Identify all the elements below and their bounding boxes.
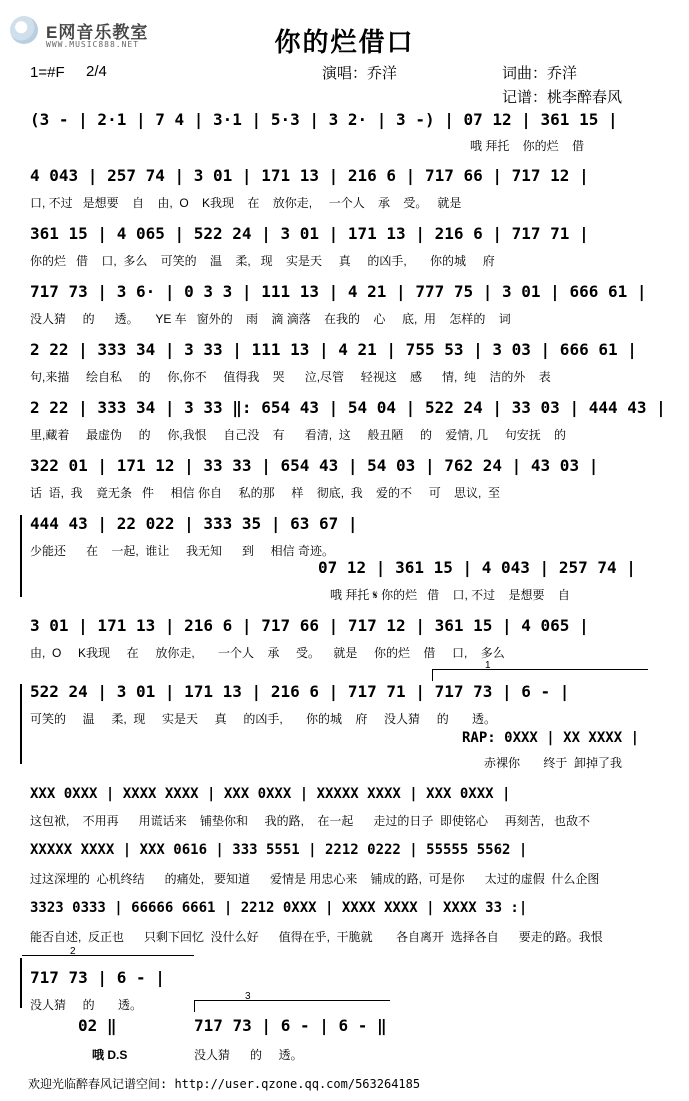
- song-title: 你的烂借口: [274, 27, 415, 57]
- notation-row: 02 ‖: [78, 1016, 117, 1035]
- volta-label: 2: [70, 946, 76, 957]
- lyric-row: 少能还 在 一起, 谁让 我无知 到 相信 奇迹。: [30, 544, 335, 558]
- notation-row: XXXXX XXXX | XXX 0616 | 333 5551 | 2212 0222 | 55555 5562 |: [30, 842, 528, 858]
- notation-row: 3323 0333 | 66666 6661 | 2212 0XXX | XXXX XXXX | XXXX 33 :|: [30, 900, 528, 916]
- composer-credit: 词曲：乔洋: [502, 65, 578, 82]
- logo-name: E网音乐教室: [46, 23, 149, 42]
- notation-row: 444 43 | 22 022 | 333 35 | 63 67 |: [30, 514, 358, 533]
- lyric-row: 哦 D.S: [92, 1048, 128, 1062]
- key-signature: 1=#F: [30, 64, 65, 81]
- notation-row: 4 043 | 257 74 | 3 01 | 171 13 | 216 6 | 717 66 | 717 12 |: [30, 166, 589, 185]
- notation-row: RAP: 0XXX | XX XXXX |: [462, 730, 640, 746]
- transcriber-credit: 记谱：桃李醉春风: [502, 89, 623, 106]
- lyric-row: 这包袱, 不用再 用谎话来 铺垫你和 我的路, 在一起 走过的日子 即使铭心 再刻苦, 也敌不: [30, 814, 591, 828]
- barline-bracket: [20, 958, 22, 1008]
- volta-label: 3: [245, 991, 251, 1002]
- volta-bracket: [432, 669, 648, 670]
- lyric-row: 过这深埋的 心机终结 的痛处, 要知道 爱情是 用忠心来 铺成的路, 可是你 太过的虚假 什么企图: [30, 872, 600, 886]
- lyric-row: 话 语, 我 竟无条 件 相信 你自 私的那 样 彻底, 我 爱的不 可 思议, 至: [30, 486, 501, 500]
- notation-row: (3 - | 2·1 | 7 4 | 3·1 | 5·3 | 3 2· | 3 -) | 07 12 | 361 15 |: [30, 110, 618, 129]
- lyric-row: 口, 不过 是想要 自 由, O K我现 在 放你走, 一个人 承 受。 就是: [30, 196, 462, 210]
- notation-row: 07 12 | 361 15 | 4 043 | 257 74 |: [318, 558, 636, 577]
- lyric-row: 哦 拜托 𝄋 你的烂 借 口, 不过 是想要 自: [330, 588, 570, 602]
- lyric-row: 能否自述, 反正也 只剩下回忆 没什么好 值得在乎, 干脆就 各自离开 选择各自 要走的路。我恨: [30, 930, 603, 944]
- lyric-row: 可笑的 温 柔, 现 实是天 真 的凶手, 你的城 府 没人猜 的 透。: [30, 712, 497, 726]
- volta-bracket: [22, 955, 194, 956]
- lyric-row: 没人猜 的 透。: [194, 1048, 303, 1062]
- singer-credit: 演唱：乔洋: [322, 65, 398, 82]
- notation-row: 361 15 | 4 065 | 522 24 | 3 01 | 171 13 | 216 6 | 717 71 |: [30, 224, 589, 243]
- barline-bracket: [20, 515, 22, 597]
- footer-text: 欢迎光临醉春风记谱空间: http://user.qzone.qq.com/563264185: [28, 1077, 421, 1091]
- notation-row: 322 01 | 171 12 | 33 33 | 654 43 | 54 03 | 762 24 | 43 03 |: [30, 456, 599, 475]
- lyric-row: 你的烂 借 口, 多么 可笑的 温 柔, 现 实是天 真 的凶手, 你的城 府: [30, 254, 495, 268]
- lyric-row: 里,藏着 最虚伪 的 你,我恨 自己没 有 看清, 这 般丑陋 的 爱情, 几 句安抚 的: [30, 428, 567, 442]
- volta-bracket: [194, 1000, 390, 1001]
- barline-bracket: [20, 684, 22, 764]
- notation-row: 717 73 | 6 - |: [30, 968, 165, 987]
- notation-row: 3 01 | 171 13 | 216 6 | 717 66 | 717 12 | 361 15 | 4 065 |: [30, 616, 589, 635]
- notation-row: XXX 0XXX | XXXX XXXX | XXX 0XXX | XXXXX XXXX | XXX 0XXX |: [30, 786, 511, 802]
- lyric-row: 赤裸你 终于 卸掉了我: [484, 756, 623, 770]
- notation-row: 717 73 | 6 - | 6 - ‖: [194, 1016, 387, 1035]
- notation-row: 2 22 | 333 34 | 3 33 ‖: 654 43 | 54 04 | 522 24 | 33 03 | 444 43 |: [30, 398, 666, 417]
- time-signature: 2/4: [86, 63, 107, 80]
- lyric-row: 没人猜 的 透。 YE 车 窗外的 雨 滴 滴落 在我的 心 底, 用 怎样的 词: [30, 312, 511, 326]
- logo-url: WWW.MUSIC888.NET: [46, 40, 140, 49]
- lyric-row: 哦 拜托 你的烂 借: [470, 139, 585, 153]
- volta-bracket-end: [194, 1000, 195, 1012]
- volta-label: 1: [485, 660, 491, 671]
- lyric-row: 由, O K我现 在 放你走, 一个人 承 受。 就是 你的烂 借 口, 多么: [30, 646, 505, 660]
- notation-row: 522 24 | 3 01 | 171 13 | 216 6 | 717 71 | 717 73 | 6 - |: [30, 682, 570, 701]
- lyric-row: 没人猜 的 透。: [30, 998, 143, 1012]
- lyric-row: 句,来描 绘自私 的 你,你不 值得我 哭 泣,尽管 轻视这 感 情, 纯 洁的外 表: [30, 370, 551, 384]
- volta-bracket-end: [432, 669, 433, 681]
- notation-row: 2 22 | 333 34 | 3 33 | 111 13 | 4 21 | 755 53 | 3 03 | 666 61 |: [30, 340, 637, 359]
- notation-row: 717 73 | 3 6· | 0 3 3 | 111 13 | 4 21 | 777 75 | 3 01 | 666 61 |: [30, 282, 647, 301]
